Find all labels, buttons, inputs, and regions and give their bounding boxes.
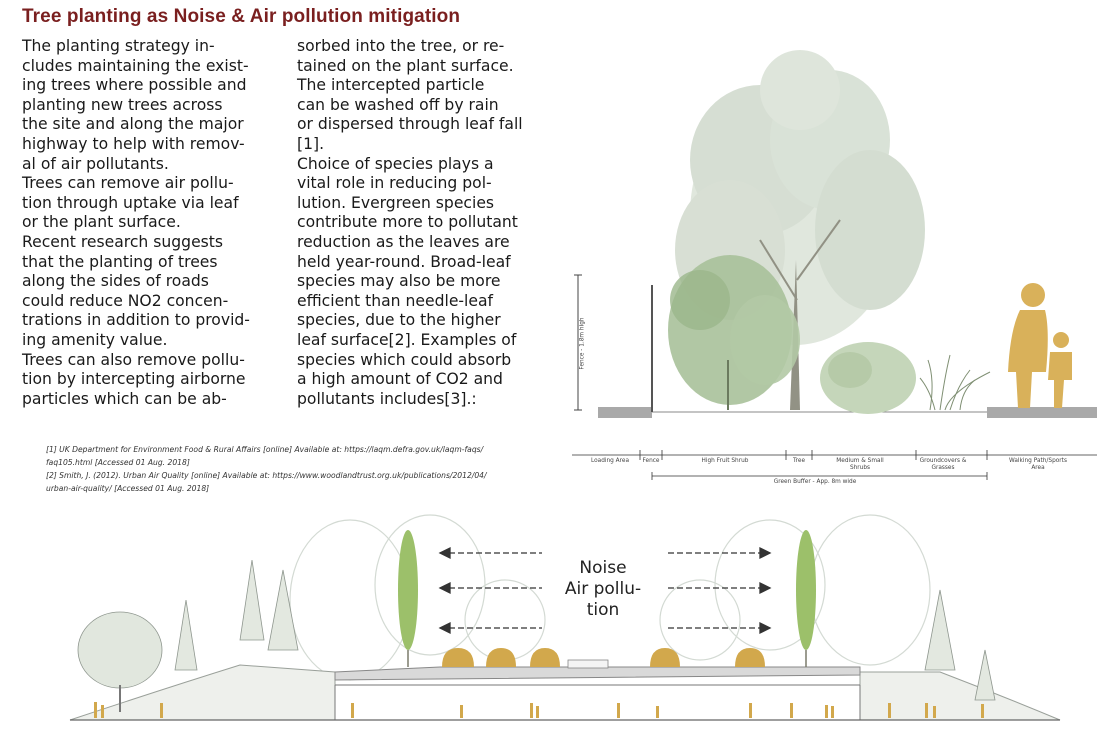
reference-line: [1] UK Department for Environment Food & Rural Affairs [online] Available at: https://laqm.defra.gov.uk/laqm-faqs/ <box>46 445 484 454</box>
body-text-line: pollutants includes[3].: <box>297 389 477 408</box>
loading-area-slab <box>598 407 652 418</box>
body-text-line: held year-round. Broad-leaf <box>297 252 511 271</box>
noise-label-line: Air pollu- <box>564 579 642 599</box>
road-median <box>568 660 608 668</box>
body-text-line: Recent research suggests <box>22 232 224 251</box>
walking-path-slab <box>987 407 1097 418</box>
left-roadside-tree <box>398 530 418 650</box>
body-text-line: ing trees where possible and <box>22 76 247 95</box>
zone-label-tree: Tree <box>792 458 806 464</box>
body-text-line: leaf surface[2]. Examples of <box>297 330 517 349</box>
noise-label-line: Noise <box>579 558 627 578</box>
zone-label-loading-area: Loading Area <box>590 458 630 464</box>
body-text-line: Trees can also remove pollu- <box>22 350 245 369</box>
body-text-line: efficient than needle-leaf <box>297 291 494 310</box>
body-text-line: The planting strategy in- <box>22 37 215 55</box>
noise-label-line: tion <box>586 600 620 620</box>
fence-height-label: Fence - 1.8m high <box>579 317 586 370</box>
body-text-line: that the planting of trees <box>22 252 218 271</box>
noise-air-pollution-label <box>553 558 653 621</box>
body-text-line: or dispersed through leaf fall <box>297 115 523 134</box>
people-silhouettes <box>1008 283 1072 408</box>
body-text-line: reduction as the leaves are <box>297 232 510 251</box>
body-text-line: trations in addition to provid- <box>22 311 250 330</box>
road-deck <box>335 667 860 680</box>
body-text-line: along the sides of roads <box>22 272 209 291</box>
body-text-line: tion by intercepting airborne <box>22 370 246 389</box>
zone-label-fence: Fence <box>642 458 660 464</box>
body-text-line: Choice of species plays a <box>297 154 494 173</box>
body-text-line: [1]. <box>297 134 325 153</box>
reference-line: urban-air-quality/ [Accessed 01 Aug. 2018] <box>46 484 210 493</box>
right-roadside-tree <box>796 530 816 650</box>
body-text-line: The intercepted particle <box>297 76 485 95</box>
reference-line: faq105.html [Accessed 01 Aug. 2018] <box>46 458 190 467</box>
body-text-line: a high amount of CO2 and <box>297 370 503 389</box>
zone-label-groundcovers-grasses: Groundcovers & Grasses <box>919 458 967 471</box>
zone-label-walking-path: Walking Path/Sports Area <box>1009 458 1067 471</box>
page-title: Tree planting as Noise & Air pollution mitigation <box>22 6 461 27</box>
body-text-line: sorbed into the tree, or re- <box>297 37 505 55</box>
body-text-line: can be washed off by rain <box>297 95 499 114</box>
green-buffer-label: Green Buffer - App. 8m wide <box>773 479 857 485</box>
body-text-line: species, due to the higher <box>297 311 501 330</box>
planting-section-drawing <box>572 50 1097 480</box>
body-text-line: al of air pollutants. <box>22 154 169 173</box>
body-text-line: particles which can be ab- <box>22 389 227 408</box>
medium-shrub <box>820 342 916 414</box>
body-text-line: contribute more to pollutant <box>297 213 518 232</box>
body-text-line: highway to help with remov- <box>22 134 245 153</box>
body-text-line: vital role in reducing pol- <box>297 174 492 193</box>
body-text-line: tion through uptake via leaf <box>22 193 239 212</box>
body-text-line: could reduce NO2 concen- <box>22 291 229 310</box>
zone-scale-bar <box>572 450 1097 480</box>
left-conifers <box>175 560 298 670</box>
body-text-line: the site and along the major <box>22 115 244 134</box>
groundcover-grasses <box>920 355 990 410</box>
reference-line: [2] Smith, J. (2012). Urban Air Quality [online] Available at: https://www.woodlandtrust.org.uk/publications/2012/04/ <box>46 471 487 480</box>
zone-label-high-fruit-shrub: High Fruit Shrub <box>701 458 749 464</box>
body-text-line: lution. Evergreen species <box>297 193 495 212</box>
body-text-line: Trees can remove air pollu- <box>22 174 234 193</box>
body-text-line: species may also be more <box>297 272 501 291</box>
zone-label-medium-small-shrubs: Medium & Small Shrubs <box>836 458 884 471</box>
body-text-line: species which could absorb <box>297 350 512 369</box>
body-text-line: ing amenity value. <box>22 330 168 349</box>
body-text-line: planting new trees across <box>22 95 223 114</box>
body-text-line: cludes maintaining the exist- <box>22 56 249 75</box>
body-text-line: or the plant surface. <box>22 213 181 232</box>
body-text-line: tained on the plant surface. <box>297 56 514 75</box>
